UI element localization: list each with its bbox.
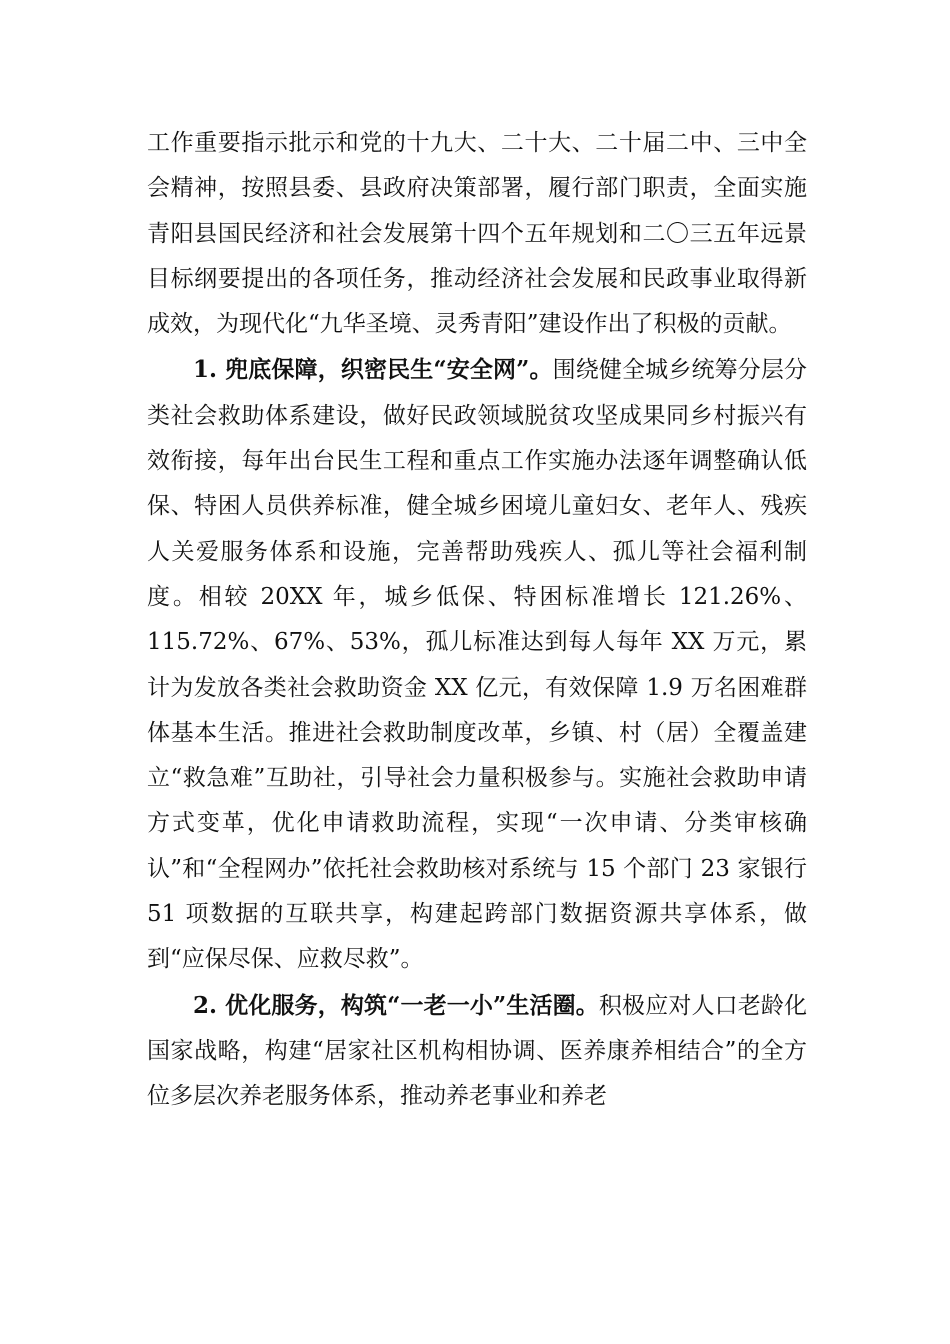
section-2-heading: 2. 优化服务，构筑“一老一小”生活圈。 xyxy=(193,991,599,1019)
document-body xyxy=(147,121,807,1120)
paragraph-intro-continuation xyxy=(147,121,807,347)
paragraph-section-1 xyxy=(147,347,807,982)
section-1-heading: 1. 兜底保障，织密民生“安全网”。 xyxy=(193,356,553,384)
section-1-text: 围绕健全城乡统筹分层分类社会救助体系建设，做好民政领域脱贫攻坚成果同乡村振兴有效衔接，每年出台民生工程和重点工作实施办法逐年调整确认低保、特困人员供养标准，健全城乡困境儿童妇女、老年人、残疾人关爱服务体系和设施，完善帮助残疾人、孤儿等社会福利制度。相较 20XX 年，城乡低保、特困标准增长 121.26%、115.72%、67%、53%，孤儿标准达到每人每年 XX 万元，累计为发放各类社会救助资金 XX 亿元，有效保障 1.9 万名困难群体基本生活。推进社会救助制度改革，乡镇、村（居）全覆盖建立“救急难”互助社，引导社会力量积极参与。实施社会救助申请方式变革，优化申请救助流程，实现“一次申请、分类审核确认”和“全程网办”依托社会救助核对系统与 15 个部门 23 家银行 51 项数据的互联共享，构建起跨部门数据资源共享体系，做到“应保尽保、应救尽救”。 xyxy=(147,357,807,973)
section-2-text: 积极应对人口老龄化国家战略，构建“居家社区机构相协调、医养康养相结合”的全方位多层次养老服务体系，推动养老事业和养老 xyxy=(147,992,808,1110)
paragraph-text: 工作重要指示批示和党的十九大、二十大、二十届二中、三中全会精神，按照县委、县政府决策部署，履行部门职责，全面实施青阳县国民经济和社会发展第十四个五年规划和二〇三五年远景目标纲要提出的各项任务，推动经济社会发展和民政事业取得新成效，为现代化“九华圣境、灵秀青阳”建设作出了积极的贡献。 xyxy=(147,130,807,338)
paragraph-section-2 xyxy=(147,983,807,1120)
